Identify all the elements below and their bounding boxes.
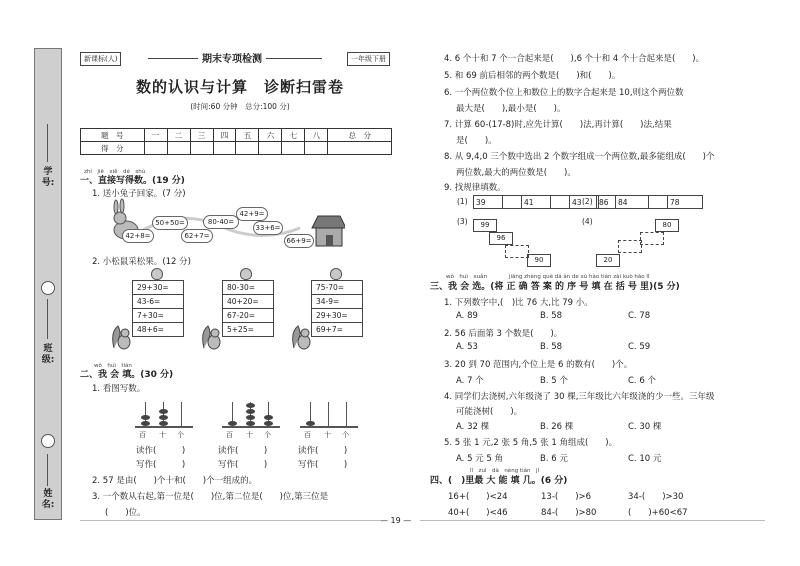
score-cell[interactable] bbox=[259, 142, 282, 155]
sec2-pinyin: wǒ huì tián bbox=[94, 363, 132, 369]
opt-c[interactable]: C. 10 元 bbox=[628, 454, 662, 464]
ineq-3[interactable]: 34-( )>30 bbox=[628, 492, 684, 502]
sec2-q3b: ( )位。 bbox=[105, 508, 146, 518]
pill-42plus8[interactable]: 42+8= bbox=[122, 229, 154, 243]
edition-tag: 新课标(人) bbox=[80, 52, 121, 66]
write-as-2[interactable]: 写作( ) bbox=[218, 460, 268, 470]
page-header bbox=[80, 50, 390, 66]
sec3-q1: 1. 下列数字中,( )比 76 大,比 79 小。 bbox=[444, 298, 593, 308]
sec4-pinyin: lǐ zuì dà néng tián jǐ bbox=[470, 468, 540, 474]
q6a: 6. 一个两位数个位上和数位上的数字合起来是 10,则这个两位数 bbox=[444, 88, 684, 98]
score-cell[interactable] bbox=[328, 142, 392, 155]
score-header-cell: 题 号 bbox=[81, 129, 145, 142]
seq3-label: (3) bbox=[457, 217, 468, 226]
pill-42plus9[interactable]: 42+9= bbox=[236, 207, 268, 221]
sec4-title: 四、( )里最 大 能 填 几。(6 分) bbox=[430, 476, 568, 486]
page-title: 数的认识与计算 诊断扫雷卷 bbox=[135, 78, 344, 96]
seq-blank[interactable] bbox=[503, 196, 522, 209]
opt-b[interactable]: B. 26 棵 bbox=[540, 422, 574, 432]
sec1-title: 一、直接写得数。(19 分) bbox=[80, 176, 185, 186]
acorn-table-1 bbox=[132, 280, 184, 337]
sequence-1 bbox=[473, 195, 599, 209]
seq-cell: 43 bbox=[570, 196, 599, 209]
acorn-table-3 bbox=[311, 280, 363, 337]
q8b: 两位数,最大的两位数是( )。 bbox=[456, 168, 576, 178]
score-header-cell: 五 bbox=[236, 129, 259, 142]
abacus-1 bbox=[135, 396, 193, 439]
acorn-icon bbox=[240, 268, 252, 280]
pill-33plus6[interactable]: 33+6= bbox=[253, 221, 283, 235]
seq-blank[interactable] bbox=[649, 196, 668, 209]
ineq-4[interactable]: 40+( )<46 bbox=[448, 508, 508, 518]
seq-cell: 78 bbox=[668, 196, 703, 209]
score-table bbox=[80, 128, 392, 155]
page-number: — 19 — bbox=[380, 516, 412, 525]
read-as-1[interactable]: 读作( ) bbox=[136, 446, 186, 456]
seq-cell: 84 bbox=[616, 196, 649, 209]
calc-cell[interactable]: 69+7= bbox=[312, 323, 363, 337]
q9: 9. 找规律填数。 bbox=[444, 183, 506, 193]
sec3-q5: 5. 5 张 1 元,2 张 5 角,5 张 1 角组成( )。 bbox=[444, 438, 618, 448]
calc-cell[interactable]: 43-6= bbox=[133, 295, 184, 309]
opt-b[interactable]: B. 58 bbox=[540, 342, 563, 352]
score-cell[interactable] bbox=[190, 142, 213, 155]
opt-a[interactable]: A. 32 棵 bbox=[456, 422, 490, 432]
opt-a[interactable]: A. 5 元 5 角 bbox=[456, 454, 503, 464]
q8a: 8. 从 9,4,0 三个数中选出 2 个数字组成一个两位数,最多能组成( )个 bbox=[444, 152, 715, 162]
score-header-cell: 一 bbox=[144, 129, 167, 142]
calc-cell[interactable]: 29+30= bbox=[133, 281, 184, 295]
calc-cell[interactable]: 80-30= bbox=[223, 281, 274, 295]
acorn-icon bbox=[330, 268, 342, 280]
opt-b[interactable]: B. 5 个 bbox=[540, 376, 568, 386]
opt-c[interactable]: C. 6 个 bbox=[628, 376, 656, 386]
calc-cell[interactable]: 29+30= bbox=[312, 309, 363, 323]
sec2-title: 二、我 会 填。(30 分) bbox=[80, 370, 174, 380]
opt-a[interactable]: A. 53 bbox=[456, 342, 478, 352]
score-cell[interactable] bbox=[144, 142, 167, 155]
score-header-cell: 六 bbox=[259, 129, 282, 142]
seq-blank[interactable] bbox=[551, 196, 570, 209]
acorn-icon bbox=[151, 268, 163, 280]
stair-20: 20 bbox=[596, 254, 620, 267]
score-header-cell: 二 bbox=[167, 129, 190, 142]
student-id-label: 学号: bbox=[41, 167, 55, 188]
opt-b[interactable]: B. 58 bbox=[540, 311, 563, 321]
squirrel-icon bbox=[110, 322, 132, 350]
ineq-1[interactable]: 16+( )<24 bbox=[448, 492, 508, 502]
sec3-title: 三、我 会 选。(将 正 确 答 案 的 序 号 填 在 括 号 里)(5 分) bbox=[430, 282, 680, 292]
place-hundreds: 百 bbox=[139, 431, 146, 439]
q6b: 最大是( ),最小是( )。 bbox=[456, 104, 566, 114]
score-cell[interactable] bbox=[282, 142, 305, 155]
stair-blank[interactable] bbox=[618, 240, 642, 253]
pill-50plus50[interactable]: 50+50= bbox=[152, 216, 188, 230]
grade-tag: 一年级下册 bbox=[347, 52, 390, 66]
stair-blank[interactable] bbox=[505, 245, 529, 258]
sequence-2 bbox=[596, 195, 703, 209]
place-tens: 十 bbox=[159, 431, 166, 439]
opt-a[interactable]: A. 7 个 bbox=[456, 376, 484, 386]
sec3-q4a: 4. 同学们去浇树,六年级浇了 30 棵,三年级比六年级浇的少一些。三年级 bbox=[444, 392, 715, 402]
sec1-pinyin: zhí jiē xiě dé shù bbox=[84, 169, 146, 175]
pill-80minus40[interactable]: 80-40= bbox=[203, 215, 239, 229]
pill-62plus7[interactable]: 62+7= bbox=[181, 229, 213, 243]
score-cell[interactable] bbox=[236, 142, 259, 155]
binding-hole-bottom bbox=[41, 434, 55, 448]
sec2-q3a: 3. 一个数从右起,第一位是( )位,第二位是( )位,第三位是 bbox=[92, 492, 329, 502]
class-line bbox=[47, 299, 48, 339]
score-header-cell: 总 分 bbox=[328, 129, 392, 142]
write-as-1[interactable]: 写作( ) bbox=[136, 460, 186, 470]
score-cell[interactable] bbox=[305, 142, 328, 155]
ineq-2[interactable]: 13-( )>6 bbox=[541, 492, 592, 502]
read-as-2[interactable]: 读作( ) bbox=[218, 446, 268, 456]
footer-rule-left bbox=[80, 520, 380, 521]
abacus-3 bbox=[300, 396, 358, 439]
score-header-cell: 七 bbox=[282, 129, 305, 142]
name-line bbox=[47, 454, 48, 486]
header-banner: 期末专项检测 bbox=[198, 50, 266, 65]
calc-cell[interactable]: 75-70= bbox=[312, 281, 363, 295]
abacus-2 bbox=[222, 396, 280, 439]
stair-99: 99 bbox=[473, 219, 497, 232]
sec1-q1: 1. 送小兔子回家。(7 分) bbox=[92, 189, 186, 199]
sec3-q3: 3. 20 到 70 范围内,个位上是 6 的数有( )个。 bbox=[444, 360, 633, 370]
squirrel-icon bbox=[290, 322, 312, 350]
calc-cell[interactable]: 5+25= bbox=[223, 323, 274, 337]
opt-a[interactable]: A. 89 bbox=[456, 311, 478, 321]
seq-cell: 39 bbox=[474, 196, 503, 209]
score-header-row bbox=[81, 129, 392, 142]
stair-blank[interactable] bbox=[640, 232, 664, 245]
binding-strip bbox=[34, 48, 62, 520]
read-as-3[interactable]: 读作( ) bbox=[298, 446, 348, 456]
score-header-cell: 三 bbox=[190, 129, 213, 142]
q7a: 7. 计算 60-(17-8)时,应先计算( )法,再计算( )法,结果 bbox=[444, 120, 672, 130]
score-row-label: 得 分 bbox=[81, 142, 145, 155]
acorn-table-2 bbox=[222, 280, 274, 337]
calc-cell[interactable]: 7+30= bbox=[133, 309, 184, 323]
seq-cell: 86 bbox=[597, 196, 616, 209]
calc-cell[interactable]: 48+6= bbox=[133, 323, 184, 337]
score-cell[interactable] bbox=[167, 142, 190, 155]
exam-info: (时间:60 分钟 总分:100 分) bbox=[190, 102, 290, 111]
ineq-5[interactable]: 84-( )>80 bbox=[541, 508, 597, 518]
score-cell[interactable] bbox=[213, 142, 236, 155]
calc-cell[interactable]: 40+20= bbox=[223, 295, 274, 309]
squirrel-icon bbox=[200, 322, 222, 350]
sec2-q2: 2. 57 是由( )个十和( )个一组成的。 bbox=[92, 476, 258, 486]
class-label: 班 级: bbox=[41, 344, 62, 365]
seq2-label: (2) bbox=[582, 197, 593, 206]
place-ones: 个 bbox=[177, 431, 184, 439]
sec1-q2: 2. 小松鼠采松果。(12 分) bbox=[92, 257, 191, 267]
name-label: 姓名: bbox=[41, 489, 55, 510]
place-tens: 十 bbox=[246, 431, 253, 439]
binding-hole-top bbox=[41, 281, 55, 295]
stair-96: 96 bbox=[489, 232, 513, 245]
sec3-pinyin: wǒ huì xuǎn jiāng zhèng què dá àn de xù hào tián zài kuò hào lǐ bbox=[446, 274, 650, 280]
place-ones: 个 bbox=[264, 431, 271, 439]
place-hundreds: 百 bbox=[304, 431, 311, 439]
place-tens: 十 bbox=[324, 431, 331, 439]
calc-cell[interactable]: 34-9= bbox=[312, 295, 363, 309]
opt-c[interactable]: C. 30 棵 bbox=[628, 422, 662, 432]
pill-66plus9[interactable]: 66+9= bbox=[284, 234, 314, 248]
footer-rule-right bbox=[420, 520, 765, 521]
seq4-label: (4) bbox=[582, 217, 593, 226]
calc-cell[interactable]: 67-20= bbox=[223, 309, 274, 323]
opt-c[interactable]: C. 59 bbox=[628, 342, 651, 352]
score-header-cell: 八 bbox=[305, 129, 328, 142]
place-ones: 个 bbox=[342, 431, 349, 439]
id-line bbox=[47, 124, 48, 162]
q4: 4. 6 个十和 7 个一合起来是( ),6 个十和 4 个十合起来是( )。 bbox=[444, 54, 705, 64]
sec3-q2: 2. 56 后面第 3 个数是( )。 bbox=[444, 329, 563, 339]
stair-90: 90 bbox=[527, 254, 551, 267]
q7b: 是( )。 bbox=[456, 136, 497, 146]
seq1-label: (1) bbox=[457, 197, 468, 206]
place-hundreds: 百 bbox=[226, 431, 233, 439]
score-value-row bbox=[81, 142, 392, 155]
stair-80: 80 bbox=[655, 219, 679, 232]
opt-c[interactable]: C. 78 bbox=[628, 311, 651, 321]
seq-cell: 41 bbox=[522, 196, 551, 209]
q5: 5. 和 69 前后相邻的两个数是( )和( )。 bbox=[444, 71, 621, 81]
ineq-6[interactable]: ( )+60<67 bbox=[628, 508, 688, 518]
sec2-q1: 1. 看图写数。 bbox=[92, 384, 146, 394]
house-icon bbox=[312, 216, 345, 246]
opt-b[interactable]: B. 6 元 bbox=[540, 454, 568, 464]
write-as-3[interactable]: 写作( ) bbox=[298, 460, 348, 470]
score-header-cell: 四 bbox=[213, 129, 236, 142]
sec3-q4b: 可能浇树( )。 bbox=[456, 407, 523, 417]
